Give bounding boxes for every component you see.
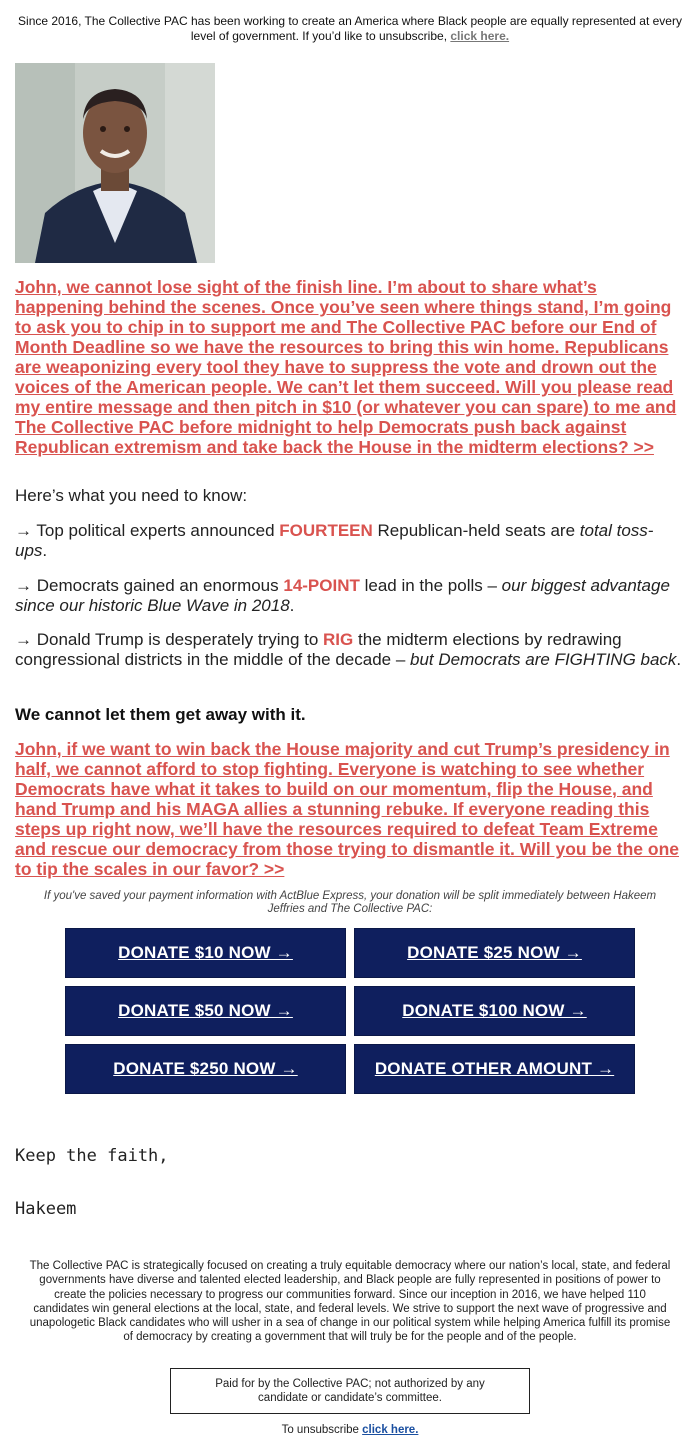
donate-100-button[interactable]: DONATE $100 NOW → <box>354 986 635 1036</box>
intro-paragraph <box>15 278 685 458</box>
footer-unsubscribe-link[interactable]: click here. <box>362 1424 419 1436</box>
bullet-italic: total toss-ups <box>15 521 654 560</box>
bullet-italic: but Democrats are FIGHTING back <box>410 649 677 669</box>
second-paragraph <box>15 740 685 880</box>
bullet-mid: Republican-held seats are <box>372 521 580 540</box>
bullet-highlight: RIG <box>323 630 354 649</box>
bullet-item <box>15 630 685 669</box>
donate-25-button[interactable]: DONATE $25 NOW → <box>354 928 635 978</box>
donate-250-button[interactable]: DONATE $250 NOW → <box>65 1044 346 1094</box>
bullet-mid: the midterm elections by redrawing congressional districts in the middle of the decade – <box>15 630 622 669</box>
intro-donate-link[interactable]: John, we cannot lose sight of the finish line. I’m about to share what’s happening behind the scenes. Once you’ve seen where things stand, I’m going to ask you to chip in to support me and The Collective PAC before our End of Month Deadline so we have the resources to bring this win home. Republicans are weaponizing every tool they have to suppress the vote and drown out the voices of the American people. We can’t let them succeed. Will you please read my entire message and then pitch in $10 (or whatever you can spare) to me and The Collective PAC before midnight to help Democrats push back against Republican extremism and take back the House in the midterm elections? >> <box>15 277 677 457</box>
bullet-pre: → Top political experts announced <box>15 521 280 540</box>
bullet-mid: lead in the polls – <box>359 576 502 595</box>
paid-for-disclaimer <box>170 1368 530 1414</box>
cannot-let-them-text: We cannot let them get away with it. <box>15 705 306 724</box>
about-pac-text: The Collective PAC is strategically focused on creating a truly equitable democracy where our nation’s local, state, and federal governments have diverse and talented elected leadership, and Black people are fully represented in positions of power to create the policies necessary to progress our communities forward. Since our inception in 2016, we have helped 110 candidates win general elections at the local, state, and federal levels. We strive to support the next wave of progressive and unapologetic Black candidates who will usher in a sea of change in our political system while helping America fulfill its promise of democracy by creating a government that will truly be for the people and of the people. <box>29 1260 671 1344</box>
bullet-item <box>15 576 685 615</box>
notice-text: Since 2016, The Collective PAC has been working to create an America where Black people are equally represented at every level of government. If you’d like to unsubscribe, <box>18 14 682 43</box>
bullet-pre: → Democrats gained an enormous <box>15 576 284 595</box>
bullet-highlight: 14-POINT <box>283 576 360 595</box>
bullet-item <box>15 521 685 560</box>
donate-10-button[interactable]: DONATE $10 NOW → <box>65 928 346 978</box>
bullet-italic: our biggest advantage since our historic Blue Wave in 2018 <box>15 576 670 615</box>
bullet-highlight: FOURTEEN <box>279 521 373 540</box>
bullet-pre: → Donald Trump is desperately trying to <box>15 630 324 649</box>
signoff-closing: Keep the faith, <box>15 1146 169 1166</box>
bullet-post: . <box>42 540 48 560</box>
donate-other-amount-button[interactable]: DONATE OTHER AMOUNT → <box>354 1044 635 1094</box>
top-notice <box>10 14 690 44</box>
paid-for-text: Paid for by the Collective PAC; not authorized by any candidate or candidate’s committee. <box>215 1378 485 1404</box>
signoff-name: Hakeem <box>15 1199 77 1219</box>
footer-unsub-text: To unsubscribe <box>281 1424 359 1436</box>
donate-button-grid <box>65 928 635 1094</box>
top-unsubscribe-link[interactable]: click here. <box>450 29 510 43</box>
footer-unsubscribe <box>0 1424 700 1436</box>
candidate-photo <box>15 63 215 263</box>
donate-50-button[interactable]: DONATE $50 NOW → <box>65 986 346 1036</box>
need-to-know-text: Here’s what you need to know: <box>15 486 248 505</box>
bullet-post: . <box>289 595 295 615</box>
bullet-post: . <box>676 649 682 669</box>
second-donate-link[interactable]: John, if we want to win back the House majority and cut Trump’s presidency in half, we cannot afford to stop fighting. Everyone is watching to see whether Democrats have what it takes to build on our momentum, flip the House, and hand Trump and his MAGA allies a stunning rebuke. If everyone reading this steps up right now, we’ll have the resources required to defeat Team Extreme and rescue our democracy from those trying to dismantle it. Will you be the one to tip the scales in our favor? >> <box>15 739 679 879</box>
actblue-note: If you've saved your payment information with ActBlue Express, your donation will be split immediately between Hakeem Jeffries and The Collective PAC: <box>43 890 657 915</box>
